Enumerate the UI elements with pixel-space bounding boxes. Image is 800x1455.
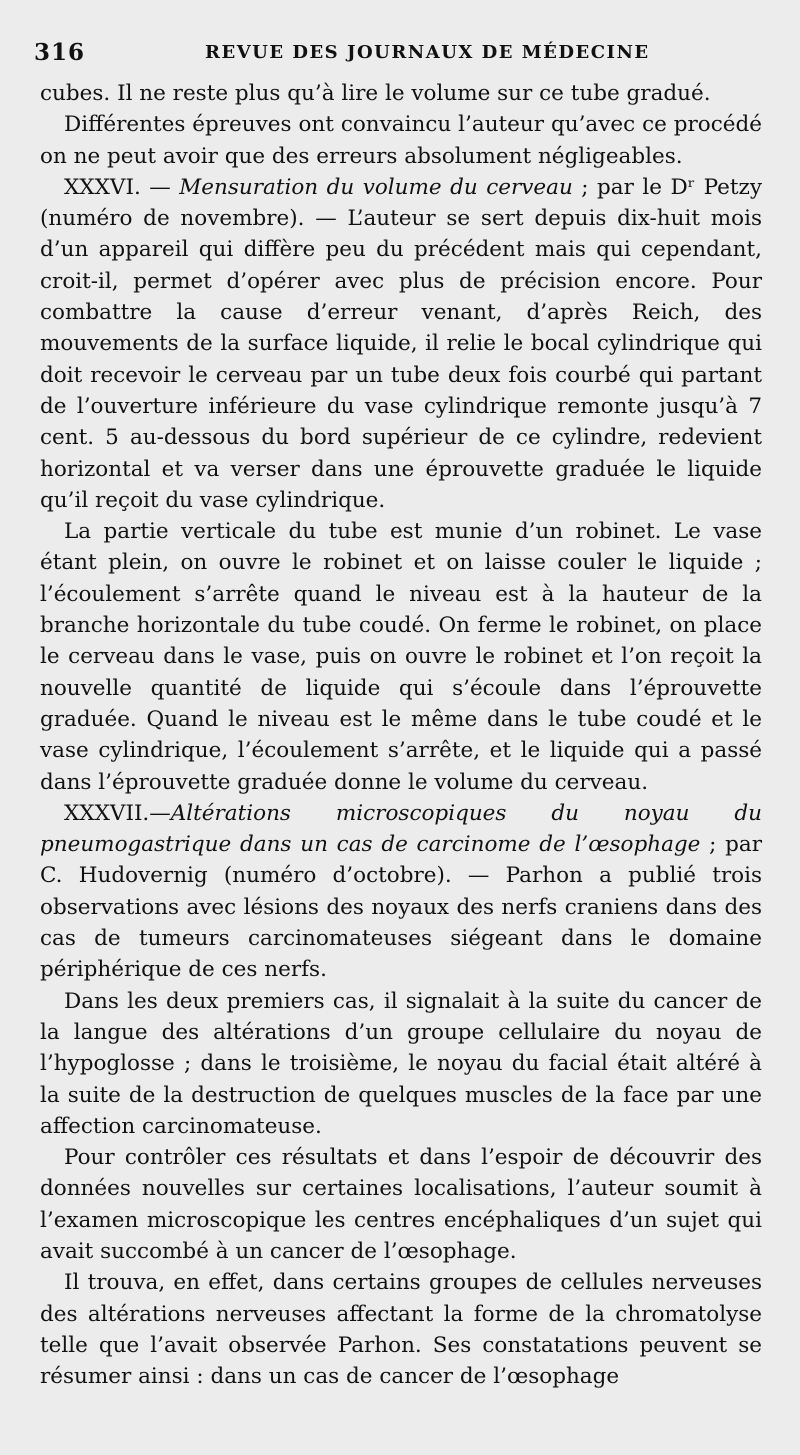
paragraph: [40, 1142, 762, 1267]
page-header: [34, 34, 760, 70]
paragraph-continuation: [40, 78, 762, 109]
section-36: [40, 172, 762, 516]
page-number: 316: [34, 38, 86, 66]
paragraph-text: La partie verticale du tube est munie d’un robinet. Le vase étant plein, on ouvre le robinet et on laisse couler le liquide ; l’écoulement s’arrête quand le niveau est à la hauteur de la branche horizontale du tube coudé. On ferme le robinet, on place le cerveau dans le vase, puis on ouvre le robinet et l’on reçoit la nouvelle quantité de liquide qui s’écoule dans l’éprouvette graduée. Quand le niveau est le même dans le tube coudé et le vase cylindrique, l’écoulement s’arrête, et le liquide qui a passé dans l’éprouvette graduée donne le volume du cerveau.: [40, 519, 762, 795]
paragraph: [40, 1267, 762, 1392]
running-head: REVUE DES JOURNAUX DE MÉDECINE: [205, 41, 650, 63]
paragraph-text: Pour contrôler ces résultats et dans l’espoir de découvrir des données nouvelles sur certaines localisations, l’auteur soumit à l’examen microscopique les centres encéphaliques d’un sujet qui avait succombé à un cancer de l’œsophage.: [40, 1145, 762, 1264]
page-body: [40, 78, 762, 1392]
section-dash: —: [140, 174, 180, 200]
paragraph: [40, 109, 762, 172]
paragraph-text: Différentes épreuves ont convaincu l’auteur qu’avec ce procédé on ne peut avoir que des erreurs absolument négligeables.: [40, 112, 762, 169]
section-text: ; par le Dʳ Petzy (numéro de novembre). — L’auteur se sert depuis dix-huit mois d’un appareil qui diffère peu du précédent mais qui cependant, croit-il, permet d’opérer avec plus de précision encore. Pour combattre la cause d’erreur venant, d’après Reich, des mouvements de la surface liquide, il relie le bocal cylindrique qui doit recevoir le cerveau par un tube deux fois courbé qui partant de l’ouverture inférieure du vase cylindrique remonte jusqu’à 7 cent. 5 au-dessous du bord supérieur de ce cylindre, redevient horizontal et va verser dans une éprouvette graduée le liquide qu’il reçoit du vase cylindrique.: [40, 174, 762, 513]
section-title: Mensuration du volume du cerveau: [179, 174, 573, 200]
paragraph-text: cubes. Il ne reste plus qu’à lire le volume sur ce tube gradué.: [40, 81, 711, 106]
section-37: [40, 798, 762, 986]
paragraph-text: Dans les deux premiers cas, il signalait à la suite du cancer de la langue des altérations d’un groupe cellulaire du noyau de l’hypoglosse ; dans le troisième, le noyau du facial était altéré à la suite de la destruction de quelques muscles de la face par une affection carcinomateuse.: [40, 988, 762, 1139]
paragraph: [40, 516, 762, 798]
section-number: XXXVI.: [64, 174, 141, 200]
section-title: Altérations microscopiques du noyau du pneumogastrique dans un cas de carcinome de l’œsophage: [40, 800, 762, 858]
section-text: ; par C. Hudovernig (numéro d’octobre). — Parhon a publié trois observations avec lésions des noyaux des nerfs craniens dans des cas de tumeurs carcinomateuses siégeant dans le domaine périphérique de ces nerfs.: [40, 832, 762, 983]
section-number: XXXVII.: [64, 800, 150, 826]
section-dash: —: [149, 800, 171, 826]
paragraph: [40, 986, 762, 1142]
paragraph-text: Il trouva, en effet, dans certains groupes de cellules nerveuses des altérations nerveuses affectant la forme de la chromatolyse telle que l’avait observée Parhon. Ses constatations peuvent se résumer ainsi : dans un cas de cancer de l’œsophage: [40, 1270, 762, 1390]
